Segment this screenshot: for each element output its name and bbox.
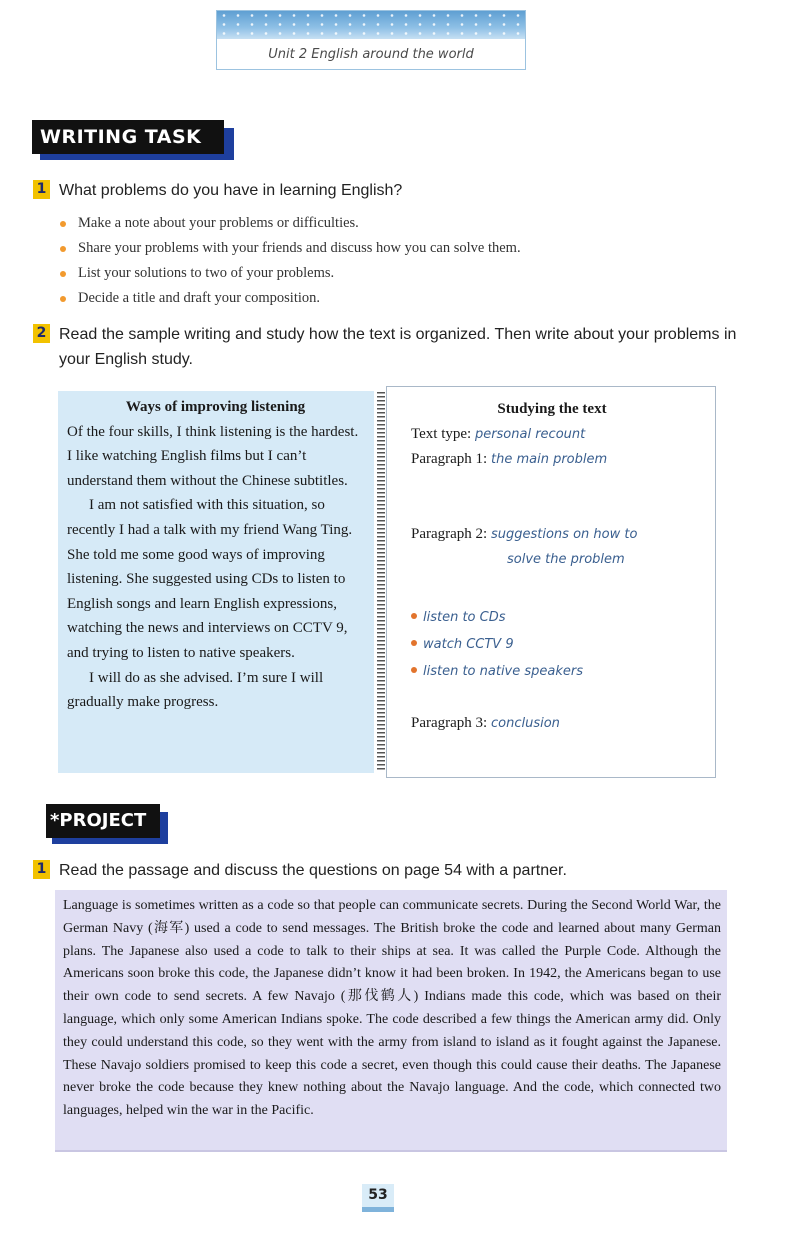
- paragraph-3-label: Paragraph 3:: [411, 715, 488, 731]
- bullet-item: Decide a title and draft your composition.: [60, 286, 521, 311]
- paragraph-1-row: [411, 447, 693, 472]
- suggestion-list: [411, 604, 693, 685]
- project-label: *PROJECT: [46, 804, 160, 838]
- suggestion-item: [411, 631, 693, 658]
- suggestion-text: listen to CDs: [423, 610, 506, 625]
- page-number: 53: [362, 1184, 394, 1212]
- text-type-label: Text type:: [411, 426, 472, 442]
- suggestion-text: watch CCTV 9: [423, 637, 514, 652]
- bullet-dot-icon: [411, 613, 417, 619]
- paragraph-2-row-cont: [411, 547, 693, 572]
- suggestion-item: [411, 658, 693, 685]
- task-number-badge: 1: [33, 180, 50, 199]
- bullet-dot-icon: [411, 640, 417, 646]
- paragraph-2-label: Paragraph 2:: [411, 526, 488, 542]
- study-title: Studying the text: [497, 401, 607, 417]
- sample-paragraph-1: Of the four skills, I think listening is the hardest. I like watching English films but I can’t understand them without the Chinese subtitles.: [67, 423, 359, 489]
- bullet-item: List your solutions to two of your problems.: [60, 261, 521, 286]
- paragraph-2-value-cont: solve the problem: [507, 552, 625, 567]
- suggestion-text: listen to native speakers: [423, 664, 584, 679]
- reading-passage: Language is sometimes written as a code so that people can communicate secrets. During the Second World War, the German Navy (海军) used a code to send messages. The British broke the code and learned about many German plans. The Japanese also used a code to talk to their ships at sea. It was called the Purple Code. Although the Americans soon broke this code, the Japanese didn’t know it had been broken. In 1942, the Americans began to use their own code to send secrets. A few Navajo (那伐鹤人) Indians made this code, which was based on their language, which only some American Indians spoke. The code described a few things the American army did. Only they could understand this code, so they went with the army from island to island as it fought against the Japanese. These Navajo soldiers promised to keep this code a secret, even though this could cause their deaths. The Japanese never broke the code because they knew nothing about the Navajo language. And the code, which connected two languages, helped win the war in the Pacific.: [55, 890, 727, 1150]
- project-task-1-text: Read the passage and discuss the questions on page 54 with a partner.: [59, 862, 567, 879]
- bullet-item: Make a note about your problems or difficulties.: [60, 211, 521, 236]
- paragraph-2-value: suggestions on how to: [490, 527, 638, 542]
- task-number-badge: 1: [33, 860, 50, 879]
- task-1-question: [33, 178, 779, 203]
- studying-text-box: [386, 386, 716, 778]
- project-heading: [46, 804, 168, 844]
- bullet-dot-icon: [411, 667, 417, 673]
- paragraph-3-value: conclusion: [490, 716, 560, 731]
- writing-task-heading: [32, 120, 234, 160]
- paragraph-3-row: [411, 711, 693, 736]
- sample-title: Ways of improving listening: [125, 399, 306, 415]
- notebook-spiral: [377, 392, 385, 772]
- task-2-text: Read the sample writing and study how the text is organized. Then write about your problems in your English study.: [59, 326, 737, 368]
- task-2-instruction: [33, 322, 759, 372]
- sample-paragraph-2: I am not satisfied with this situation, so recently I had a talk with my friend Wang Ting. She told me some good ways of improving listening. She suggested using CDs to listen to English songs and learn English expressions, watching the news and interviews on CCTV 9, and trying to listen to native speakers.: [67, 497, 353, 661]
- banner-sky-image: [217, 11, 525, 39]
- paragraph-2-row: [411, 522, 693, 547]
- suggestion-item: [411, 604, 693, 631]
- passage-shadow: [55, 1150, 727, 1152]
- paragraph-1-value: the main problem: [490, 452, 608, 467]
- project-task-1: [33, 858, 779, 883]
- unit-caption: Unit 2 English around the world: [268, 47, 474, 62]
- unit-banner: [216, 10, 526, 70]
- writing-task-label: WRITING TASK: [32, 120, 224, 154]
- bullet-item: Share your problems with your friends and discuss how you can solve them.: [60, 236, 521, 261]
- sample-paragraph-3: I will do as she advised. I’m sure I will gradually make progress.: [67, 669, 324, 711]
- task-number-badge: 2: [33, 324, 50, 343]
- sample-writing-box: [58, 391, 374, 773]
- text-type-value: personal recount: [474, 427, 586, 442]
- task-1-bullet-list: [60, 211, 521, 311]
- task-1-text: What problems do you have in learning English?: [59, 182, 403, 199]
- text-type-row: [411, 422, 693, 447]
- paragraph-1-label: Paragraph 1:: [411, 451, 488, 467]
